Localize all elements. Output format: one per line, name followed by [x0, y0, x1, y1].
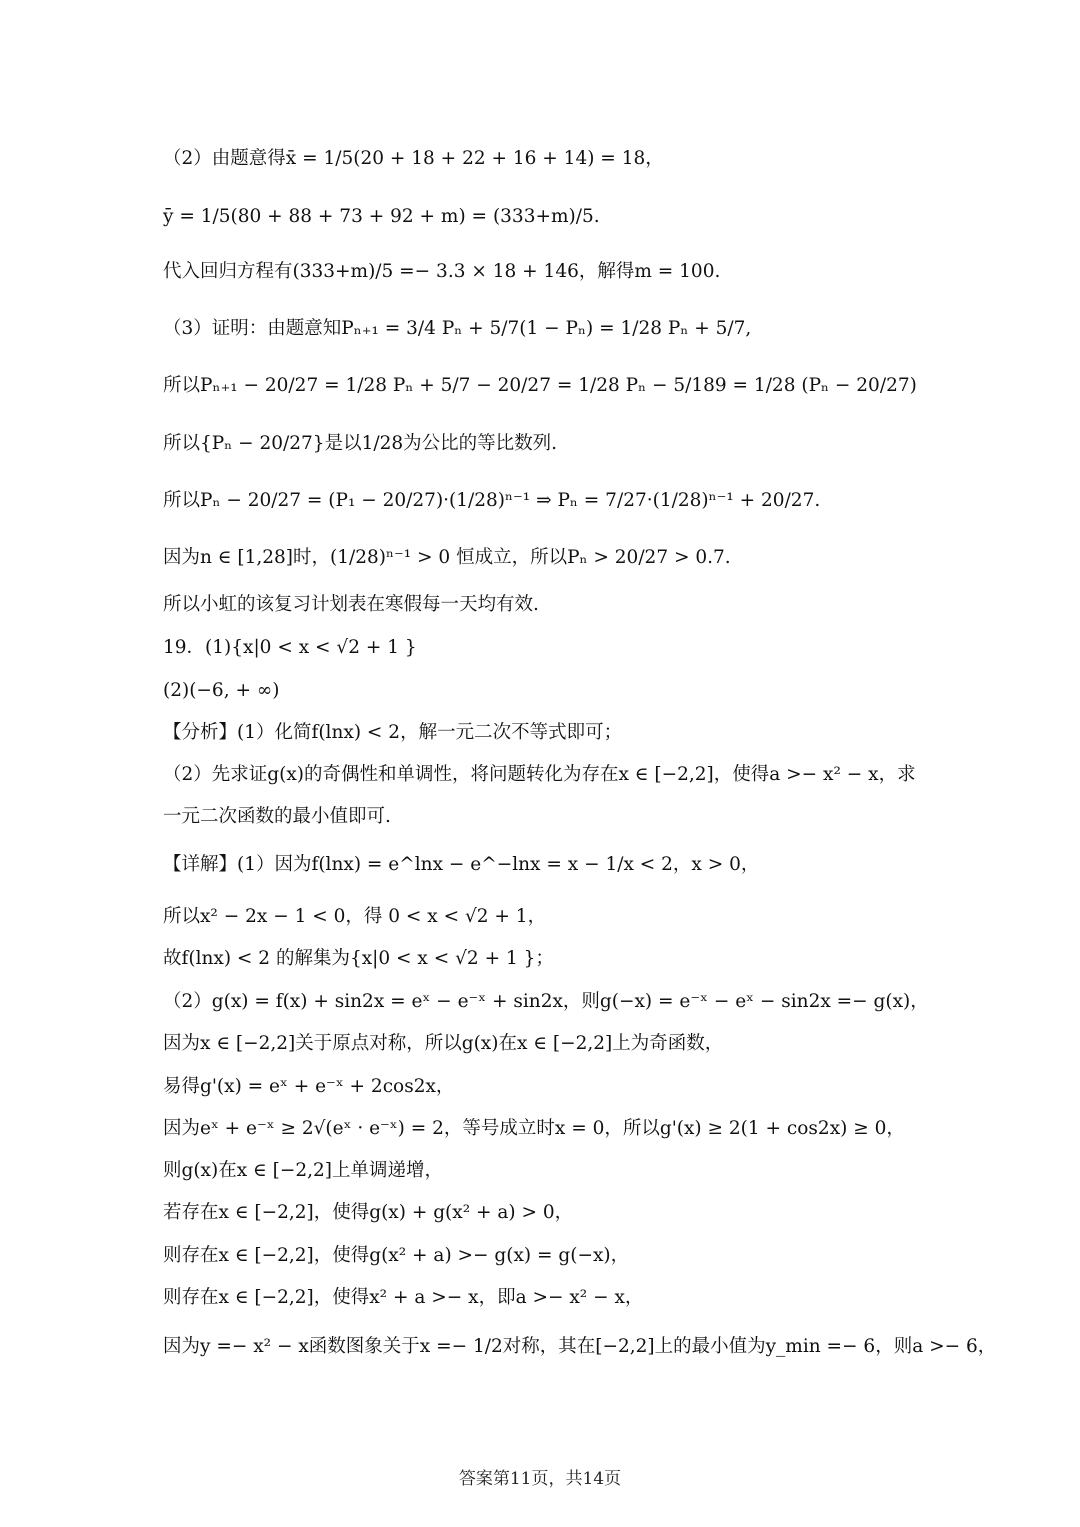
text-line: 所以Pₙ − 20/27 = (P₁ − 20/27)·(1/28)ⁿ⁻¹ ⇒ Pₙ = 7/27·(1/28)ⁿ⁻¹ + 20/27.	[163, 490, 821, 511]
text-line: 因为x ∈ [−2,2]关于原点对称，所以g(x)在x ∈ [−2,2]上为奇函数，	[163, 1033, 724, 1054]
text-line: 代入回归方程有(333+m)/5 =− 3.3 × 18 + 146，解得m = 100.	[163, 261, 721, 282]
text-line: 因为n ∈ [1,28]时，(1/28)ⁿ⁻¹ > 0 恒成立，所以Pₙ > 20/27 > 0.7.	[163, 547, 731, 568]
text-line: （3）证明：由题意知Pₙ₊₁ = 3/4 Pₙ + 5/7(1 − Pₙ) = 1/28 Pₙ + 5/7,	[163, 318, 752, 339]
text-line: 则存在x ∈ [−2,2]，使得x² + a >− x，即a >− x² − x，	[163, 1287, 644, 1308]
text-line: （2）先求证g(x)的奇偶性和单调性，将问题转化为存在x ∈ [−2,2]，使得a >− x² − x，求	[163, 764, 916, 785]
detail-heading-line: 【详解】(1）因为f(lnx) = e^lnx − e^−lnx = x − 1/x < 2，x > 0，	[163, 854, 760, 875]
page-footer: 答案第11页，共14页	[458, 1469, 622, 1489]
text-line: ȳ = 1/5(80 + 88 + 73 + 92 + m) = (333+m)/5.	[163, 206, 600, 227]
analysis-heading-line: 【分析】(1）化简f(lnx) < 2，解一元二次不等式即可；	[163, 722, 623, 743]
text-line: 则g(x)在x ∈ [−2,2]上单调递增，	[163, 1160, 443, 1181]
answer-19-part2: (2)(−6, + ∞)	[163, 680, 280, 701]
text-line: 则存在x ∈ [−2,2]，使得g(x² + a) >− g(x) = g(−x)，	[163, 1245, 630, 1266]
text-line: 所以x² − 2x − 1 < 0，得 0 < x < √2 + 1，	[163, 906, 547, 927]
text-line: 所以Pₙ₊₁ − 20/27 = 1/28 Pₙ + 5/7 − 20/27 = 1/28 Pₙ − 5/189 = 1/28 (Pₙ − 20/27)	[163, 375, 917, 396]
text-line: 易得g'(x) = eˣ + e⁻ˣ + 2cos2x，	[163, 1076, 455, 1097]
answer-19-part1: 19．(1){x|0 < x < √2 + 1 }	[163, 637, 417, 658]
text-line: 因为eˣ + e⁻ˣ ≥ 2√(eˣ · e⁻ˣ) = 2，等号成立时x = 0，所以g'(x) ≥ 2(1 + cos2x) ≥ 0，	[163, 1118, 905, 1139]
text-line: 因为y =− x² − x函数图象关于x =− 1/2对称，其在[−2,2]上的最小值为y_min =− 6，则a >− 6，	[163, 1336, 997, 1357]
text-line: 所以{Pₙ − 20/27}是以1/28为公比的等比数列.	[163, 433, 557, 454]
text-line: （2）g(x) = f(x) + sin2x = eˣ − e⁻ˣ + sin2x，则g(−x) = e⁻ˣ − eˣ − sin2x =− g(x)，	[163, 991, 929, 1012]
text-line: 若存在x ∈ [−2,2]，使得g(x) + g(x² + a) > 0，	[163, 1202, 574, 1223]
text-line: 所以小虹的该复习计划表在寒假每一天均有效.	[163, 594, 539, 615]
text-line: 一元二次函数的最小值即可.	[163, 806, 391, 827]
text-line: （2）由题意得x̄ = 1/5(20 + 18 + 22 + 16 + 14) = 18，	[163, 148, 664, 169]
text-line: 故f(lnx) < 2 的解集为{x|0 < x < √2 + 1 }；	[163, 948, 554, 969]
